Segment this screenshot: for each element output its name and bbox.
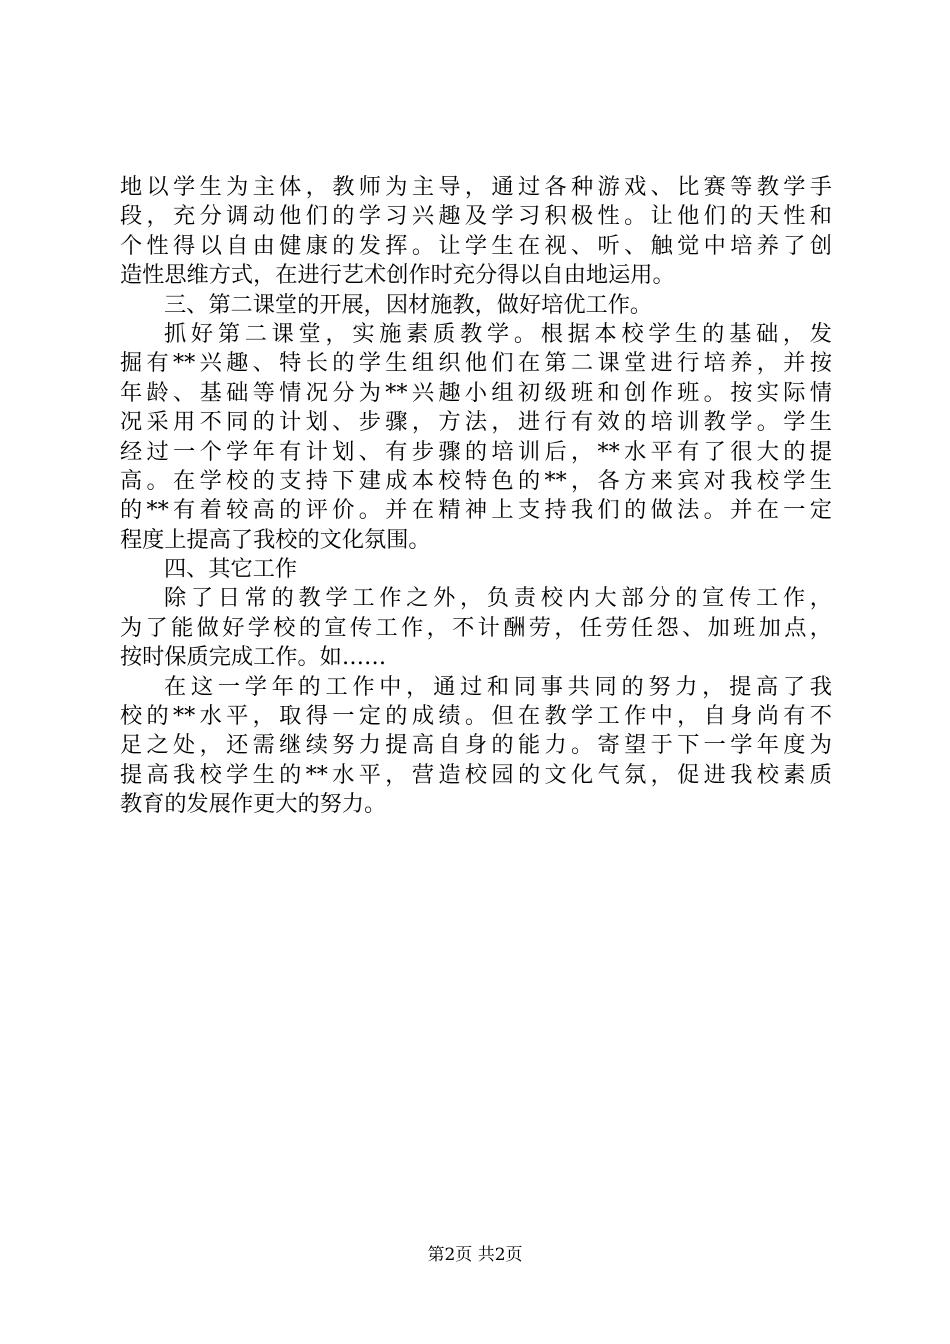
text-line: 除了日常的教学工作之外，负责校内大部分的宣传工作， xyxy=(164,585,832,612)
text-line: 造性思维方式，在进行艺术创作时充分得以自由地运用。 xyxy=(120,262,675,289)
page-footer: 第2页 共2页 xyxy=(427,1245,523,1265)
text-line: 提高我校学生的**水平，营造校园的文化气氛，促进我校素质 xyxy=(120,761,832,788)
text-line: 抓好第二课堂，实施素质教学。根据本校学生的基础，发 xyxy=(164,320,832,347)
text-line: 为了能做好学校的宣传工作，不计酬劳，任劳任怨、加班加点， xyxy=(120,614,832,641)
text-line: 况采用不同的计划、步骤，方法，进行有效的培训教学。学生 xyxy=(120,409,832,436)
text-line: 段，充分调动他们的学习兴趣及学习积极性。让他们的天性和 xyxy=(120,203,832,230)
text-line: 个性得以自由健康的发挥。让学生在视、听、触觉中培养了创 xyxy=(120,232,832,259)
text-line: 经过一个学年有计划、有步骤的培训后，**水平有了很大的提 xyxy=(120,438,832,465)
text-line: 高。在学校的支持下建成本校特色的**，各方来宾对我校学生 xyxy=(120,467,832,494)
text-line: 足之处，还需继续努力提高自身的能力。寄望于下一学年度为 xyxy=(120,732,832,759)
text-line: 校的**水平，取得一定的成绩。但在教学工作中，自身尚有不 xyxy=(120,703,832,730)
text-line: 的**有着较高的评价。并在精神上支持我们的做法。并在一定 xyxy=(120,497,832,524)
text-line: 掘有**兴趣、特长的学生组织他们在第二课堂进行培养，并按 xyxy=(120,350,832,377)
text-line: 地以学生为主体，教师为主导，通过各种游戏、比赛等教学手 xyxy=(120,174,832,200)
text-line: 教育的发展作更大的努力。 xyxy=(120,791,387,818)
text-line: 四、其它工作 xyxy=(164,556,298,583)
text-line: 按时保质完成工作。如…… xyxy=(120,644,387,671)
document-body xyxy=(120,173,832,820)
text-line: 年龄、基础等情况分为**兴趣小组初级班和创作班。按实际情 xyxy=(120,379,832,406)
text-line: 在这一学年的工作中，通过和同事共同的努力，提高了我 xyxy=(164,673,832,700)
text-line: 三、第二课堂的开展，因材施教，做好培优工作。 xyxy=(164,291,653,318)
text-line: 程度上提高了我校的文化氛围。 xyxy=(120,526,431,553)
